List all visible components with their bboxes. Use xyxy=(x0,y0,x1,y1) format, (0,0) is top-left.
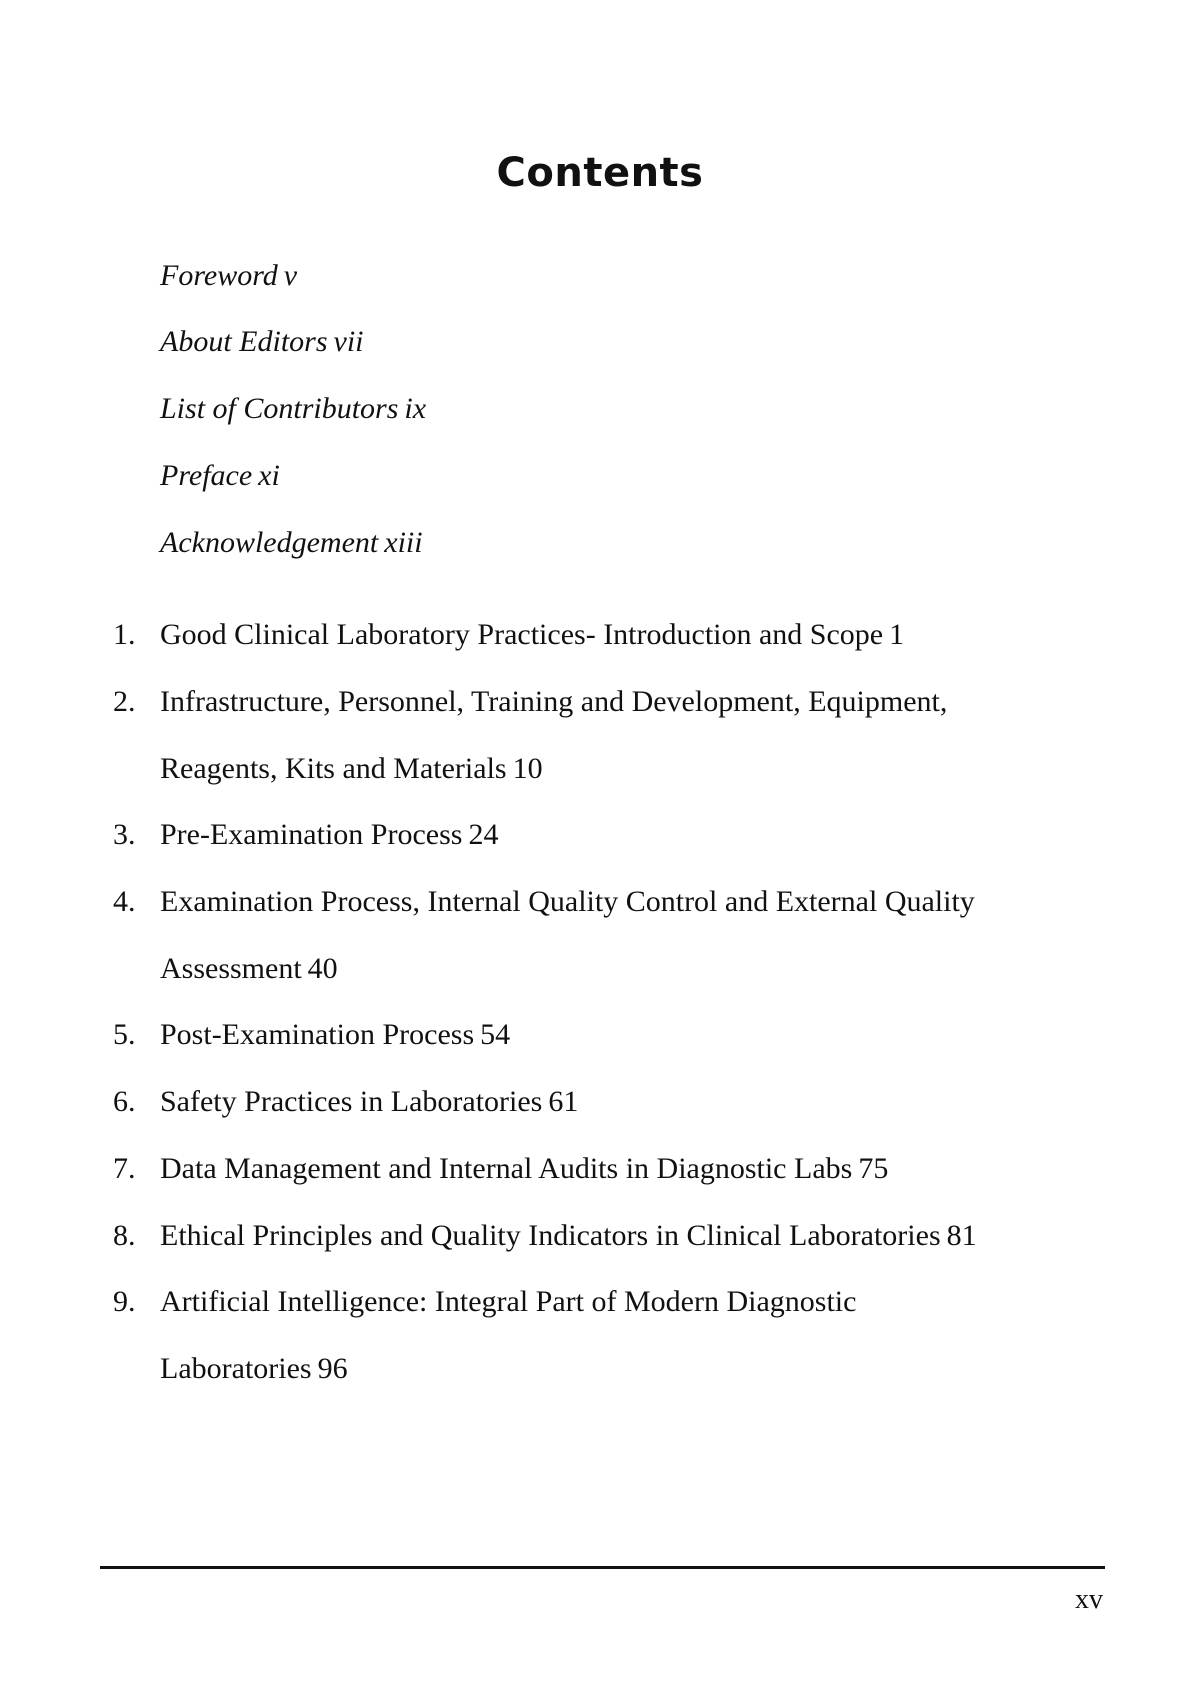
chapter-number: 8. xyxy=(113,1219,136,1252)
toc-page-number: 75 xyxy=(858,1152,889,1185)
toc-entry-label: Preface xyxy=(160,459,253,492)
toc-page-number: xiii xyxy=(384,526,423,559)
toc-page-number: xi xyxy=(258,459,280,492)
page-title: Contents xyxy=(496,150,704,196)
footer-rule xyxy=(100,1566,1105,1569)
chapter-number: 3. xyxy=(113,818,136,851)
chapter-number: 5. xyxy=(113,1018,136,1051)
toc-page-number: 10 xyxy=(512,752,543,785)
toc-page-number: 1 xyxy=(889,618,905,651)
toc-entry-label: Foreword xyxy=(160,259,278,292)
chapter-title: Examination Process, Internal Quality Control and External Quality xyxy=(160,885,975,918)
toc-page-number: 40 xyxy=(307,952,338,985)
chapter-title-continued: Laboratories xyxy=(160,1352,312,1385)
toc-page-number: vii xyxy=(333,325,364,358)
toc-page-number: ix xyxy=(404,392,427,425)
toc-page-number: 96 xyxy=(317,1352,348,1385)
chapter-number: 7. xyxy=(113,1152,136,1185)
chapter-title-continued: Reagents, Kits and Materials xyxy=(160,752,507,785)
toc-entry-label: Acknowledgement xyxy=(160,526,379,559)
chapter-number: 2. xyxy=(113,685,136,718)
chapter-title: Good Clinical Laboratory Practices- Introduction and Scope xyxy=(160,618,884,651)
toc-page-number: v xyxy=(283,259,298,292)
toc-page-number: 54 xyxy=(480,1018,511,1051)
chapter-title: Post-Examination Process xyxy=(160,1018,475,1051)
toc-page-number: 24 xyxy=(468,818,499,851)
chapter-title: Infrastructure, Personnel, Training and Development, Equipment, xyxy=(160,685,948,718)
chapter-number: 9. xyxy=(113,1285,136,1318)
toc-page-number: 81 xyxy=(946,1219,977,1252)
toc-page-number: 61 xyxy=(548,1085,579,1118)
toc-entry-label: About Editors xyxy=(160,325,328,358)
chapter-number: 1. xyxy=(113,618,136,651)
chapter-title: Data Management and Internal Audits in Diagnostic Labs xyxy=(160,1152,853,1185)
chapter-title-continued: Assessment xyxy=(160,952,302,985)
chapter-title: Artificial Intelligence: Integral Part of Modern Diagnostic xyxy=(160,1285,857,1318)
page-folio: xv xyxy=(1075,1584,1103,1615)
chapter-number: 4. xyxy=(113,885,136,918)
chapter-title: Safety Practices in Laboratories xyxy=(160,1085,543,1118)
chapter-number: 6. xyxy=(113,1085,136,1118)
chapter-title: Ethical Principles and Quality Indicators in Clinical Laboratories xyxy=(160,1219,941,1252)
chapter-title: Pre-Examination Process xyxy=(160,818,463,851)
toc-entry-label: List of Contributors xyxy=(160,392,399,425)
